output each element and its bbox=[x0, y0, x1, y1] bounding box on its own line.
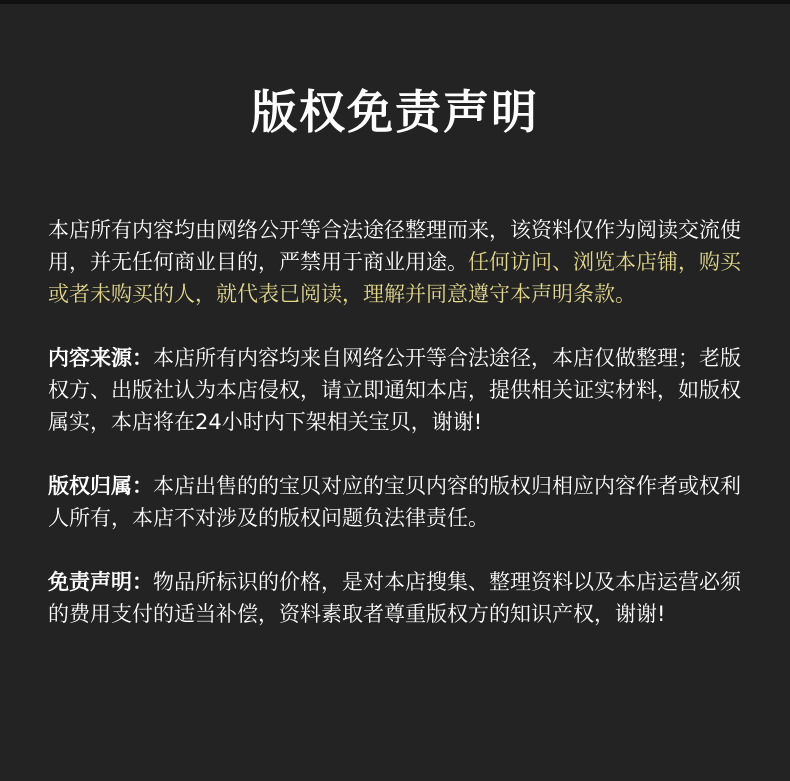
copyright-paragraph bbox=[48, 470, 746, 534]
disclaimer-text: 物品所标识的价格，是对本店搜集、整理资料以及本店运营必须的费用支付的适当补偿，资料素取者尊重版权方的知识产权，谢谢! bbox=[48, 570, 741, 626]
intro-text: 本店所有内容均由网络公开等合法途径整理而来，该资料仅作为阅读交流使用，并无任何商业目的，严禁用于商业用途。 bbox=[48, 218, 741, 274]
intro-paragraph bbox=[48, 214, 746, 310]
intro-highlight-text: 任何访问、浏览本店铺，购买或者未购买的人，就代表已阅读，理解并同意遵守本声明条款。 bbox=[48, 250, 741, 306]
page-title: 版权免责声明 bbox=[251, 85, 539, 139]
disclaimer-label: 免责声明： bbox=[48, 570, 153, 594]
source-paragraph bbox=[48, 342, 746, 438]
copyright-text: 本店出售的的宝贝对应的宝贝内容的版权归相应内容作者或权利人所有，本店不对涉及的版权问题负法律责任。 bbox=[48, 474, 741, 530]
source-label: 内容来源： bbox=[48, 346, 153, 370]
source-text: 本店所有内容均来自网络公开等合法途径，本店仅做整理；老版权方、出版社认为本店侵权，请立即通知本店，提供相关证实材料，如版权属实，本店将在24小时内下架相关宝贝，谢谢! bbox=[48, 346, 741, 434]
content-body bbox=[48, 214, 746, 662]
copyright-label: 版权归属： bbox=[48, 474, 153, 498]
disclaimer-paragraph bbox=[48, 566, 746, 630]
